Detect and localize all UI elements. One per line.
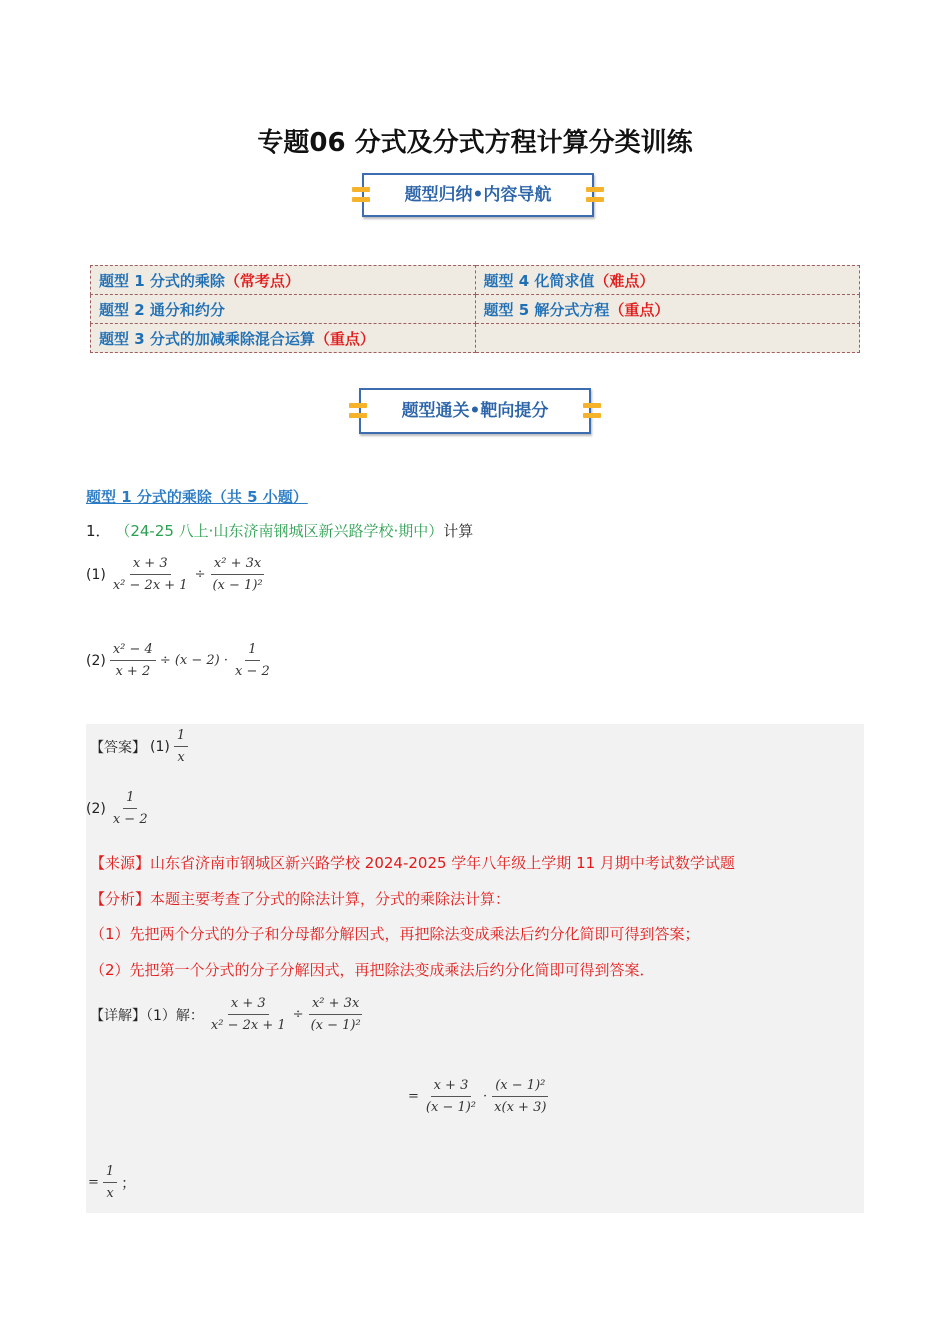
answer-analysis: 【分析】本题主要考查了分式的除法计算，分式的乘除法计算： bbox=[90, 890, 511, 908]
answer-block bbox=[86, 724, 864, 1213]
banner-bracket-icon bbox=[586, 187, 604, 203]
page-title: 专题06 分式及分式方程计算分类训练 bbox=[257, 128, 693, 158]
answer-1: 【答案】 (1) $\frac{1}{x}$ bbox=[90, 728, 188, 765]
answer-2: (2) $\frac{1}{x - 2}$ bbox=[86, 790, 148, 827]
question-1: 1． （24-25 八上·山东济南钢城区新兴路学校·期中）计算 bbox=[86, 522, 474, 540]
nav-item-2[interactable]: 题型 2 通分和约分 bbox=[91, 295, 476, 324]
banner-label: 题型归纳•内容导航 bbox=[404, 185, 552, 205]
detail-line-3: = $\frac{1}{x}$ ； bbox=[88, 1164, 136, 1201]
banner-bracket-icon bbox=[349, 403, 367, 419]
banner-label: 题型通关•靶向提分 bbox=[401, 401, 549, 421]
banner-bracket-icon bbox=[583, 403, 601, 419]
nav-item-3[interactable]: 题型 3 分式的加减乘除混合运算（重点） bbox=[91, 324, 476, 353]
nav-item-4[interactable]: 题型 4 化简求值（难点） bbox=[475, 266, 860, 295]
section-heading[interactable]: 题型 1 分式的乘除（共 5 小题） bbox=[86, 488, 308, 506]
question-part-2: (2) $\frac{\text{x² − 4}}{x + 2}$ ÷ (x − 2) · $\frac{1}{x - 2}$ bbox=[86, 642, 270, 679]
practice-banner bbox=[359, 388, 591, 434]
analysis-step-2: （2）先把第一个分式的分子分解因式，再把除法变成乘法后约分化简即可得到答案． bbox=[90, 961, 655, 979]
nav-item-1[interactable]: 题型 1 分式的乘除（常考点） bbox=[91, 266, 476, 295]
topic-nav-table bbox=[90, 265, 860, 353]
nav-empty-cell bbox=[475, 324, 860, 353]
nav-item-5[interactable]: 题型 5 解分式方程（重点） bbox=[475, 295, 860, 324]
nav-banner bbox=[362, 173, 594, 217]
answer-source: 【来源】山东省济南市钢城区新兴路学校 2024-2025 学年八年级上学期 11 月期中考试数学试题 bbox=[90, 854, 735, 872]
detail-line-2: = $\frac{x + 3}{\text{(x − 1)²}}$ · $\frac{\text{(x − 1)²}}{x(x + 3)}$ bbox=[408, 1078, 547, 1115]
detail-line-1: 【详解】（1）解： $\frac{x + 3}{\text{x² − 2x + 1}}$ ÷ $\frac{\text{x² + 3x}}{\text{(x − 1)²}}$ bbox=[90, 996, 361, 1033]
banner-bracket-icon bbox=[352, 187, 370, 203]
question-part-1: (1) $\frac{x + 3}{\text{x² − 2x + 1}}$ ÷ $\frac{\text{x² + 3x}}{\text{(x − 1)²}}$ bbox=[86, 556, 263, 593]
analysis-step-1: （1）先把两个分式的分子和分母都分解因式，再把除法变成乘法后约分化简即可得到答案； bbox=[90, 925, 700, 943]
